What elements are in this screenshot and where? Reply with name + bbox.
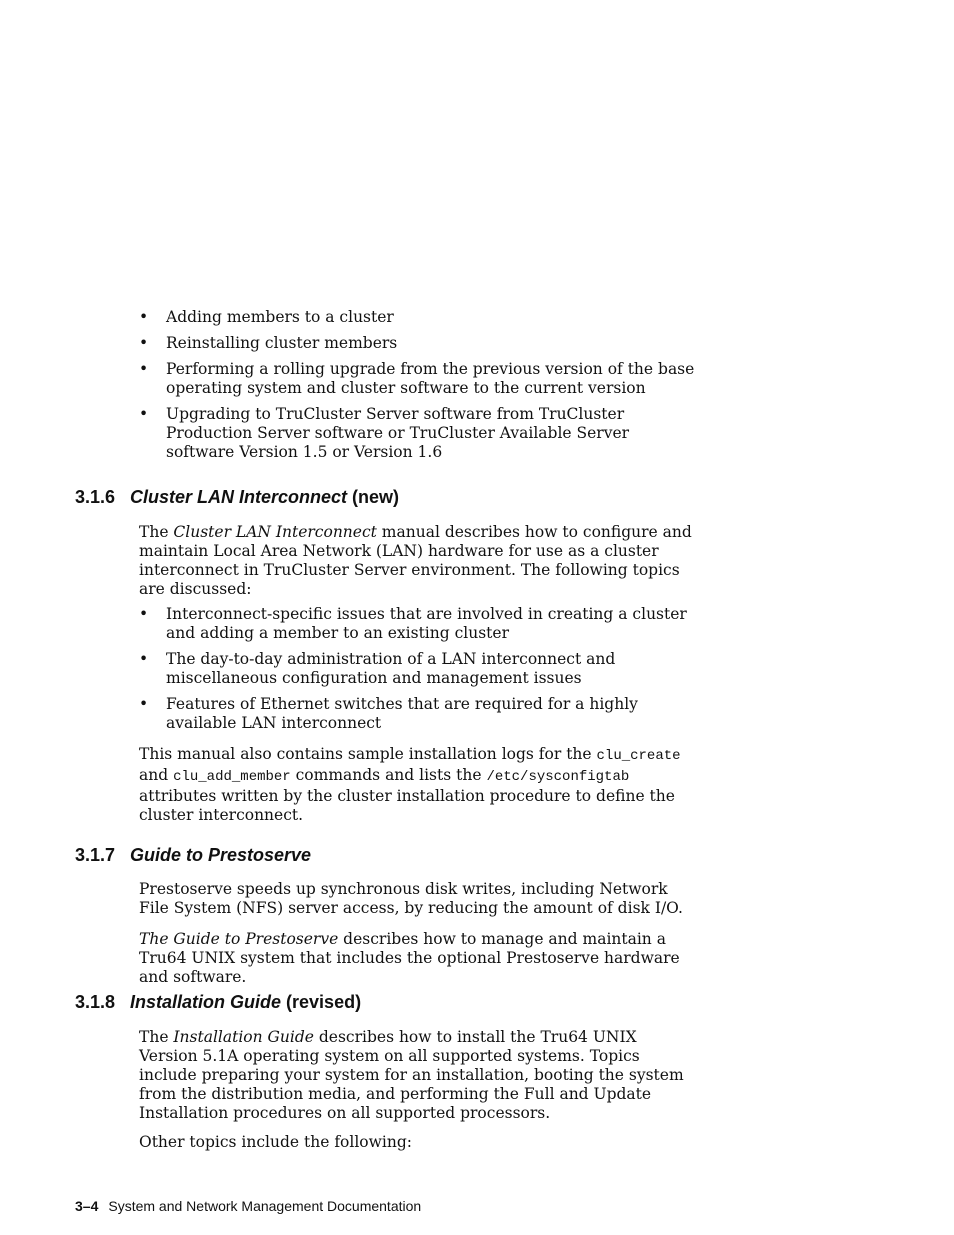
list-item: • Reinstalling cluster members xyxy=(139,334,398,352)
text-run: and xyxy=(139,766,174,784)
section-heading-3-1-7 xyxy=(75,844,311,866)
page-number: 3–4 xyxy=(75,1198,99,1214)
list-item: • The day-to-day administration of a LAN interconnect and miscellaneous configuration and management issues xyxy=(139,650,616,687)
footer-title: System and Network Management Documentation xyxy=(108,1198,422,1214)
page-footer xyxy=(75,1198,421,1214)
paragraph xyxy=(139,523,699,599)
section-number: 3.1.7 xyxy=(75,845,116,865)
text-run: commands and lists the xyxy=(290,766,487,784)
text-run: The xyxy=(139,1028,174,1046)
text-run: attributes written by the cluster installation procedure to define the cluster interconnect. xyxy=(139,787,675,824)
list-item: • Upgrading to TruCluster Server software from TruCluster Production Server software or TruCluster Available Server software Version 1.5 or Version 1.6 xyxy=(139,405,630,461)
paragraph xyxy=(139,930,699,987)
manual-title: Cluster LAN Interconnect xyxy=(173,523,377,541)
section-title: Guide to Prestoserve xyxy=(130,845,312,865)
paragraph: Other topics include the following: xyxy=(139,1133,412,1151)
list-item: • Adding members to a cluster xyxy=(139,308,394,326)
section-number: 3.1.8 xyxy=(75,992,116,1012)
list-item: • Interconnect-specific issues that are involved in creating a cluster and adding a member to an existing cluster xyxy=(139,605,687,642)
list-item-text: Reinstalling cluster members xyxy=(166,334,398,352)
file-path: /etc/sysconfigtab xyxy=(486,769,630,785)
list-item-text: Adding members to a cluster xyxy=(166,308,394,326)
text-run: manual describes how to configure and maintain Local Area Network (LAN) hardware for use as a cluster interconnect in TruCluster Server environment. The following topics are discussed: xyxy=(139,523,692,598)
text-run: describes how to install the Tru64 UNIX Version 5.1A operating system on all supported systems. Topics include preparing your system for an installation, booting the system from the distribution media, and performing the Full and Update Installation procedures on all supported processors. xyxy=(139,1028,684,1122)
topics-bullet-list xyxy=(139,605,699,740)
section-heading-3-1-8 xyxy=(75,991,361,1013)
list-item-text: Upgrading to TruCluster Server software from TruCluster Production Server software or TruCluster Available Server software Version 1.5 or Version 1.6 xyxy=(166,405,630,461)
command-name: clu_add_member xyxy=(173,769,291,785)
text-run: This manual also contains sample installation logs for the xyxy=(139,745,597,763)
list-item-text: Features of Ethernet switches that are required for a highly available LAN interconnect xyxy=(166,695,638,732)
manual-title: Installation Guide xyxy=(173,1028,314,1046)
section-title: Cluster LAN Interconnect xyxy=(130,487,348,507)
command-name: clu_create xyxy=(596,748,681,764)
list-item-text: Performing a rolling upgrade from the previous version of the base operating system and cluster software to the current version xyxy=(166,360,695,397)
section-heading-3-1-6 xyxy=(75,486,399,508)
section-suffix: (new) xyxy=(352,487,400,507)
list-item-text: Interconnect-specific issues that are involved in creating a cluster and adding a member to an existing cluster xyxy=(166,605,687,642)
list-item-text: The day-to-day administration of a LAN interconnect and miscellaneous configuration and management issues xyxy=(166,650,616,687)
section-number: 3.1.6 xyxy=(75,487,116,507)
section-title: Installation Guide xyxy=(130,992,282,1012)
text-run: describes how to manage and maintain a Tru64 UNIX system that includes the optional Prestoserve hardware and software. xyxy=(139,930,680,986)
paragraph: Prestoserve speeds up synchronous disk writes, including Network File System (NFS) server access, by reducing the amount of disk I/O. xyxy=(139,880,683,917)
manual-title: The Guide to Prestoserve xyxy=(139,930,339,948)
paragraph xyxy=(139,745,699,825)
list-item: • Features of Ethernet switches that are required for a highly available LAN interconnect xyxy=(139,695,638,732)
section-suffix: (revised) xyxy=(286,992,362,1012)
list-item: • Performing a rolling upgrade from the previous version of the base operating system and cluster software to the current version xyxy=(139,360,695,397)
paragraph xyxy=(139,1028,699,1123)
text-run: The xyxy=(139,523,174,541)
intro-bullet-list xyxy=(139,308,699,469)
